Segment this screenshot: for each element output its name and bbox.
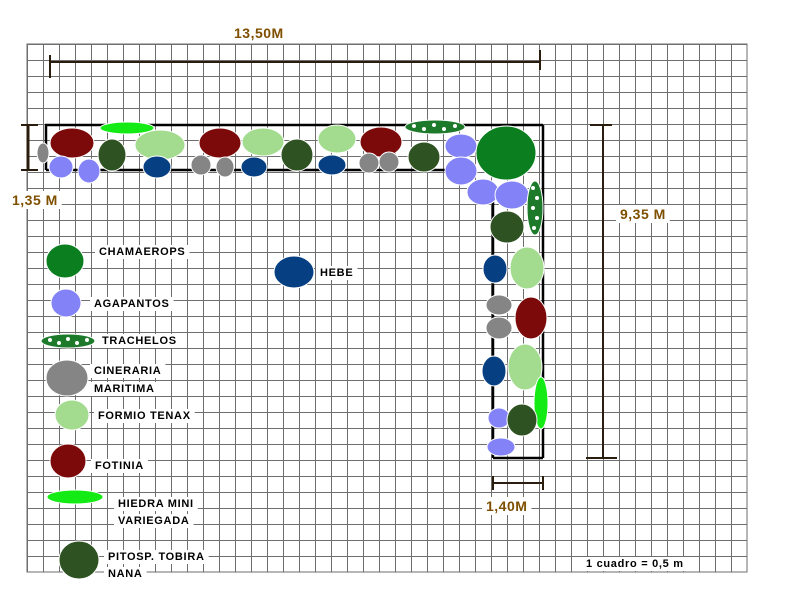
trachelos-dot — [85, 338, 89, 342]
trachelos-legend-label: TRACHELOS — [102, 335, 177, 347]
cineraria-plant — [379, 152, 399, 172]
formio-plant — [135, 130, 185, 160]
scale-note: 1 cuadro = 0,5 m — [586, 558, 684, 570]
trachelos-dot — [412, 124, 416, 128]
trachelos-legend-swatch — [41, 334, 95, 348]
cineraria-legend-label-line2: MARITIMA — [94, 383, 155, 395]
chamaerops-legend-label: CHAMAEROPS — [99, 246, 186, 258]
agapantos-plant — [49, 156, 73, 178]
trachelos-dot — [75, 341, 79, 345]
formio-plant — [242, 128, 284, 156]
pitosporum-plant — [98, 139, 126, 171]
cineraria-plant — [486, 295, 512, 315]
agapantos-plant — [495, 181, 529, 209]
pitosporum-plant — [281, 139, 313, 171]
fotinia-plant — [515, 297, 547, 339]
hebe-plant — [143, 156, 171, 178]
trachelos-dot — [57, 341, 61, 345]
pitosporum-legend-label-line1: PITOSP. TOBIRA — [108, 551, 205, 563]
trachelos-dot — [422, 127, 426, 131]
trachelos-dot — [48, 338, 52, 342]
formio-legend-label: FORMIO TENAX — [98, 410, 191, 422]
fotinia-legend-swatch — [50, 444, 86, 478]
hiedra-legend-swatch — [47, 490, 103, 504]
pitosporum-plant — [507, 404, 537, 436]
trachelos-dot — [442, 127, 446, 131]
chamaerops-plant — [476, 126, 536, 180]
cineraria-legend-label-line1: CINERARIA — [94, 365, 162, 377]
pitosporum-legend-label-line2: NANA — [108, 568, 143, 580]
fotinia-plant — [360, 127, 402, 157]
trachelos-dot — [66, 337, 70, 341]
agapantos-legend-label: AGAPANTOS — [94, 298, 170, 310]
hiedra-plant — [100, 122, 154, 134]
formio-legend-swatch — [55, 400, 89, 430]
trachelos-dot — [535, 196, 539, 200]
agapantos-plant — [78, 159, 100, 183]
pitosporum-plant — [490, 211, 524, 243]
hiedra-legend-label-line1: HIEDRA MINI — [118, 498, 194, 510]
agapantos-plant — [467, 179, 499, 205]
agapantos-legend-swatch — [51, 289, 81, 317]
trachelos-dot — [535, 216, 539, 220]
fotinia-plant — [50, 128, 94, 158]
agapantos-plant — [445, 134, 477, 158]
trachelos-dot — [531, 206, 535, 210]
trachelos-plant — [527, 181, 543, 235]
hiedra-legend-label-line2: VARIEGADA — [118, 515, 190, 527]
agapantos-plant — [445, 157, 477, 185]
pitosporum-plant — [408, 142, 440, 172]
hebe-legend-label: HEBE — [320, 267, 354, 279]
hebe-plant — [241, 157, 267, 177]
cineraria-legend-swatch — [46, 360, 88, 396]
cineraria-plant — [359, 153, 379, 173]
fotinia-plant — [199, 128, 241, 158]
dimension-label-right-strip-width: 1,40M — [486, 498, 528, 514]
agapantos-plant — [487, 438, 515, 456]
hebe-plant — [482, 356, 506, 386]
dimension-label-top-length: 13,50M — [234, 25, 284, 41]
trachelos-dot — [532, 226, 536, 230]
hebe-plant — [318, 155, 346, 175]
chamaerops-legend-swatch — [46, 244, 84, 278]
fotinia-legend-label: FOTINIA — [95, 460, 144, 472]
cineraria-plant — [191, 155, 211, 175]
formio-plant — [510, 247, 544, 289]
cineraria-plant — [216, 157, 234, 177]
pitosporum-legend-swatch — [59, 541, 99, 579]
cineraria-plant — [37, 143, 49, 163]
trachelos-dot — [531, 186, 535, 190]
hebe-legend-swatch — [274, 256, 314, 288]
formio-plant — [318, 125, 356, 153]
hebe-plant — [483, 255, 507, 283]
dimension-label-top-strip-width: 1,35 M — [12, 192, 58, 208]
trachelos-dot — [453, 124, 457, 128]
cineraria-plant — [486, 317, 512, 339]
trachelos-dot — [432, 123, 436, 127]
dimension-label-right-length: 9,35 M — [620, 206, 666, 222]
trachelos-plant — [405, 120, 465, 134]
